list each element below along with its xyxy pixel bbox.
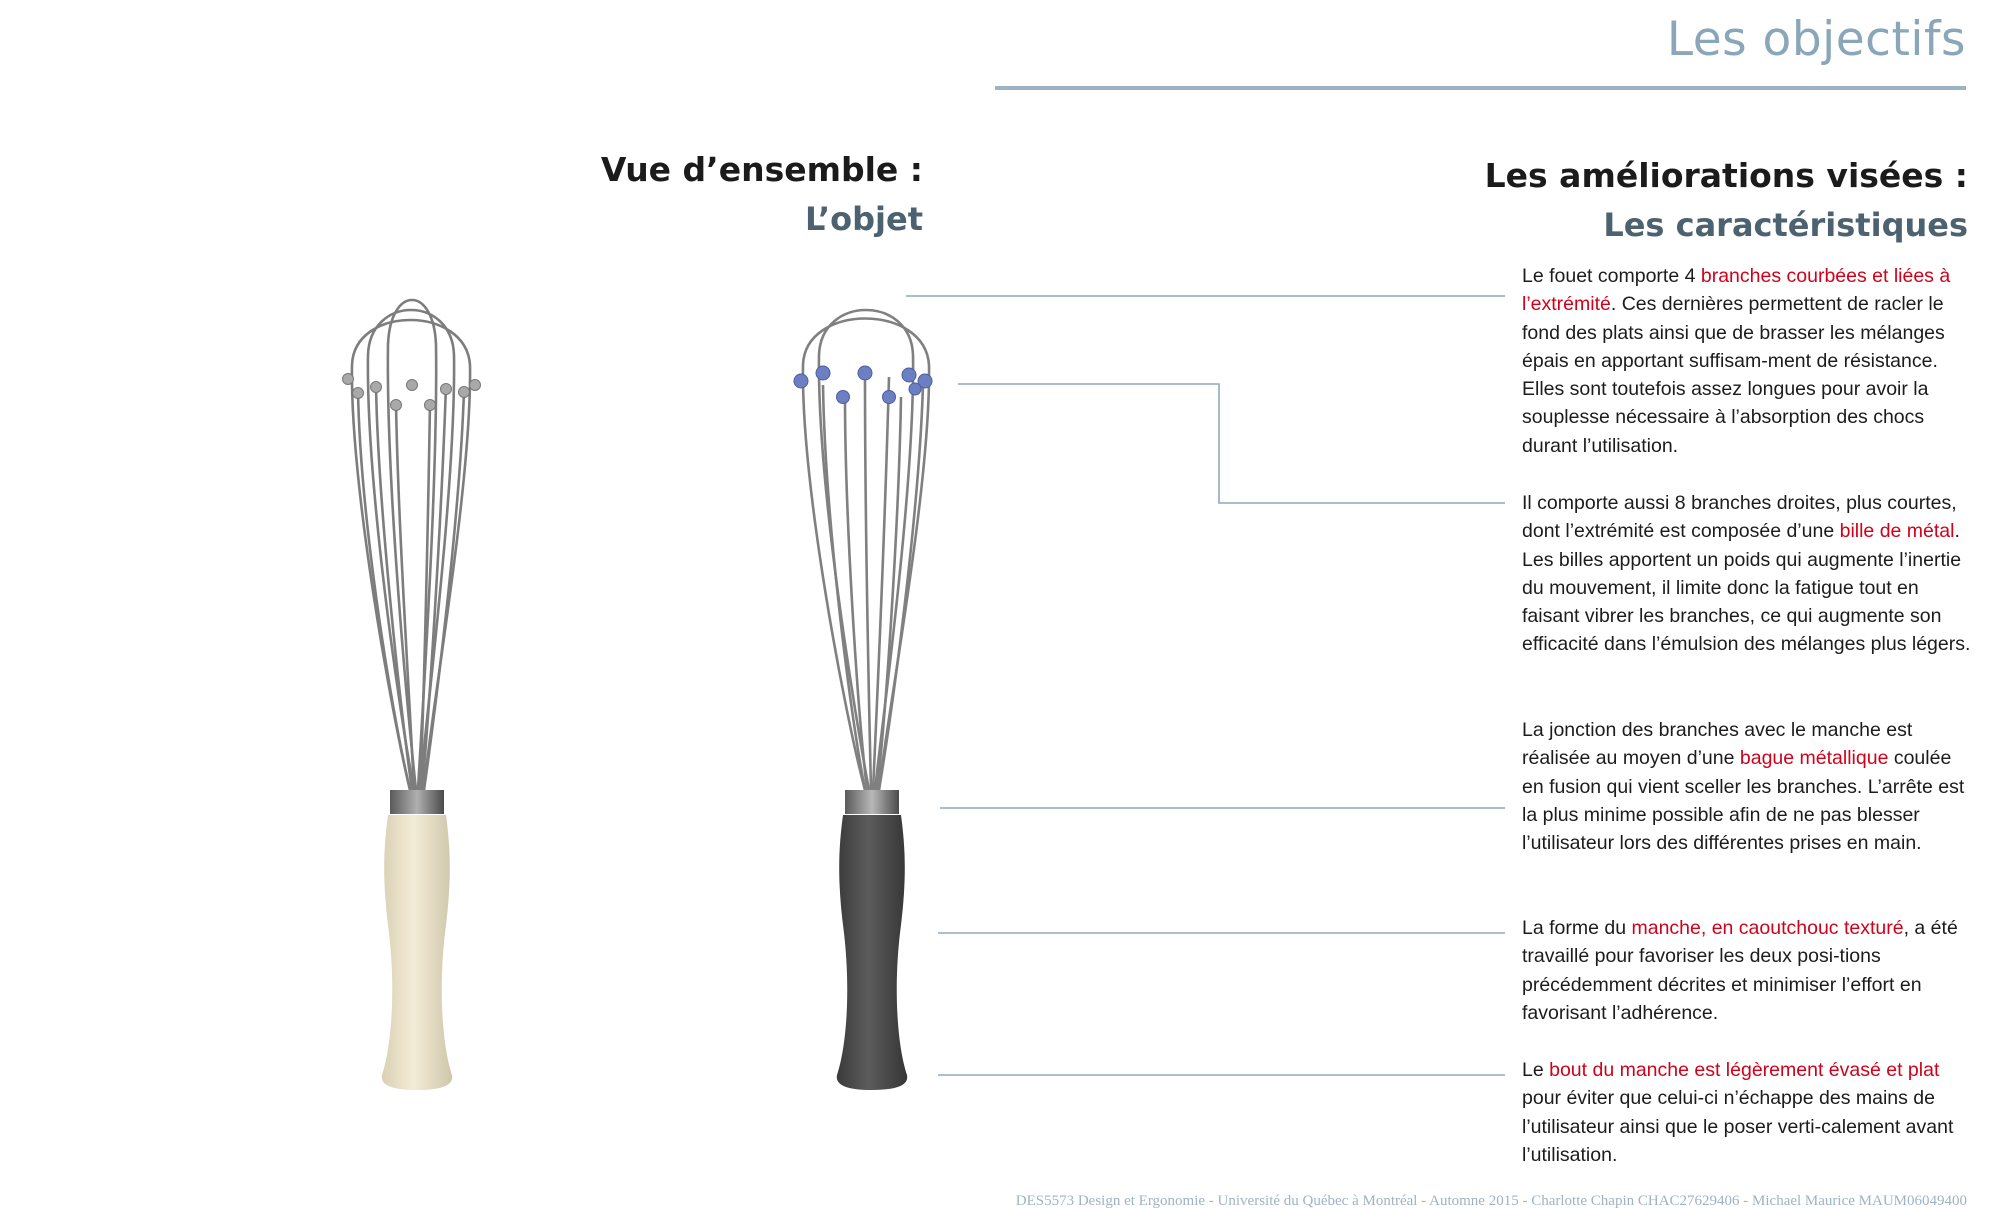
improvements-subtitle: Les caractéristiques xyxy=(1603,206,1968,244)
improvements-title: Les améliorations visées : xyxy=(1484,156,1968,195)
paragraph-balls: Il comporte aussi 8 branches droites, plus courtes, dont l’extrémité est composée d’une bille de métal. Les billes apportent un poids qui augmente l’inertie du mouvement, il limite donc la fatigue tout en faisant vibrer les branches, ce qui augmente son efficacité dans l’émulsion des mélanges plus légers. xyxy=(1522,492,1971,656)
highlight-handle-end: bout du manche est légèrement évasé et plat xyxy=(1549,1059,1940,1081)
paragraph-handle-end: Le bout du manche est légèrement évasé et plat pour éviter que celui-ci n’échappe des mains de l’utilisateur ainsi que le poser verti-calement avant l’utilisation. xyxy=(1522,1059,1954,1166)
highlight-ring: bague métallique xyxy=(1739,747,1889,770)
leader-line-balls xyxy=(958,384,1505,503)
paragraph-ring: La jonction des branches avec le manche est réalisée au moyen d’une bague métallique coulée en fusion qui vient sceller les branches. L’arrête est la plus minime possible afin de ne pas blesser l’utilisateur lors des différentes prises en main. xyxy=(1522,719,1965,855)
overview-title: Vue d’ensemble : xyxy=(600,150,923,189)
highlight-handle: manche, en caoutchouc texturé xyxy=(1631,917,1904,939)
paragraph-handle: La forme du manche, en caoutchouc texturé, a été travaillé pour favoriser les deux posi-tions précédemment décrites et minimiser l’effort en favorisant l’adhérence. xyxy=(1522,917,1958,1024)
overview-subtitle: L’objet xyxy=(804,200,923,238)
footer-credits: DES5573 Design et Ergonomie - Université du Québec à Montréal - Automne 2015 - Charlotte Chapin CHAC27629406 - Michael Maurice MAUM06049400 xyxy=(1015,1193,1967,1209)
highlight-branches: branches courbées et liées à l’extrémité xyxy=(1522,265,1951,316)
page-title: Les objectifs xyxy=(1666,12,1966,67)
highlight-balls: bille de métal xyxy=(1839,520,1955,543)
paragraph-branches: Le fouet comporte 4 branches courbées et liées à l’extrémité. Ces dernières permettent de racler le fond des plats ainsi que de brasser les mélanges épais en apportant suffisam-ment de résistance. Elles sont toutefois assez longues pour avoir la souplesse nécessaire à l’absorption des chocs durant l’utilisation. xyxy=(1522,265,1951,457)
